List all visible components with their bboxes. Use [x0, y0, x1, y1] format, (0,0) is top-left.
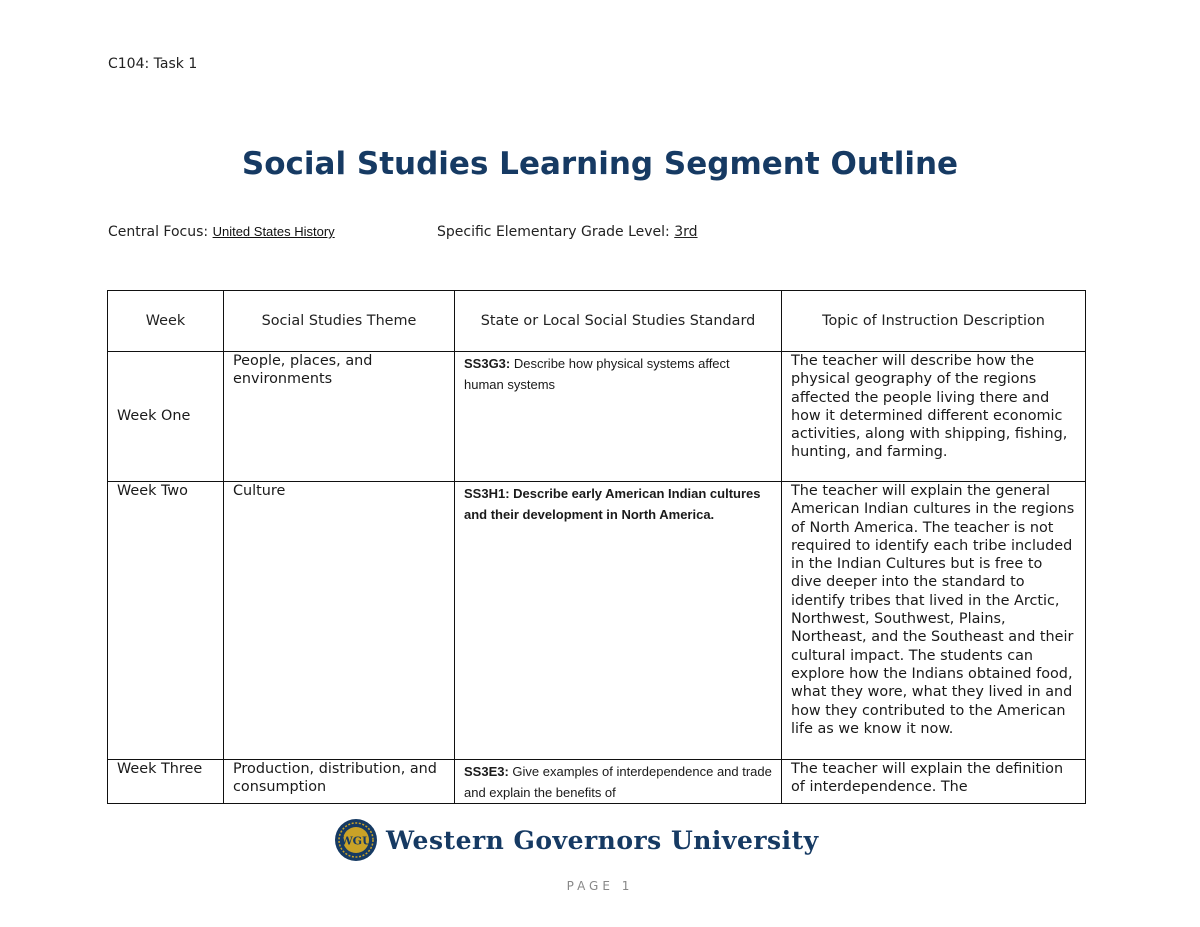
table-header-row [108, 291, 1086, 352]
university-seal-icon [334, 818, 378, 862]
standard-code: SS3E3: [464, 764, 509, 779]
document-header: C104: Task 1 [108, 56, 198, 72]
description-cell: The teacher will describe how the physical geography of the regions affected the people living there and how it determined different economic activities, along with shipping, fishing, hunting, and farming. [782, 352, 1086, 482]
standard-cell [455, 760, 782, 804]
page-title: Social Studies Learning Segment Outline [241, 146, 959, 182]
svg-text:WGU: WGU [340, 834, 372, 848]
week-cell: Week Two [108, 482, 224, 760]
theme-cell: People, places, and environments [224, 352, 455, 482]
standard-text: Describe how physical systems affect human systems [464, 356, 730, 392]
table-row [108, 760, 1086, 804]
central-focus-label: Central Focus: [108, 224, 213, 240]
description-cell: The teacher will explain the general American Indian cultures in the regions of North America. The teacher is not required to identify each tribe included in the Indian Cultures but is free to dive deeper into the standard to identify tribes that lived in the Arctic, Northwest, Southwest, Plains, Northeast, and the Southeast and their cultural impact. The students can explore how the Indians obtained food, what they wore, what they lived in and how they contributed to the American life as we know it now. [782, 482, 1086, 760]
description-cell: The teacher will explain the definition of interdependence. The [782, 760, 1086, 804]
column-header-theme: Social Studies Theme [224, 291, 455, 352]
grade-level-label: Specific Elementary Grade Level: [437, 224, 675, 240]
column-header-week: Week [108, 291, 224, 352]
logo-wordmark: Western Governors University [386, 825, 819, 855]
standard-text: Give examples of interdependence and trade and explain the benefits of [464, 764, 772, 800]
standard-code: SS3G3: [464, 356, 511, 371]
week-cell: Week Three [108, 760, 224, 804]
wgu-logo [334, 818, 819, 862]
column-header-description: Topic of Instruction Description [782, 291, 1086, 352]
standard-cell [455, 352, 782, 482]
week-cell: Week One [108, 352, 224, 482]
standard-cell [455, 482, 782, 760]
standard-code: SS3H1: [464, 486, 510, 501]
grade-level [437, 224, 698, 240]
column-header-standard: State or Local Social Studies Standard [455, 291, 782, 352]
outline-table [107, 290, 1086, 804]
theme-cell: Culture [224, 482, 455, 760]
page-number: PAGE 1 [566, 879, 634, 893]
grade-level-value: 3rd [674, 224, 698, 240]
theme-cell: Production, distribution, and consumption [224, 760, 455, 804]
central-focus-value: United States History [212, 224, 335, 239]
central-focus [108, 224, 335, 240]
table-row [108, 352, 1086, 482]
standard-text: Describe early American Indian cultures and their development in North America. [464, 486, 761, 522]
table-row [108, 482, 1086, 760]
